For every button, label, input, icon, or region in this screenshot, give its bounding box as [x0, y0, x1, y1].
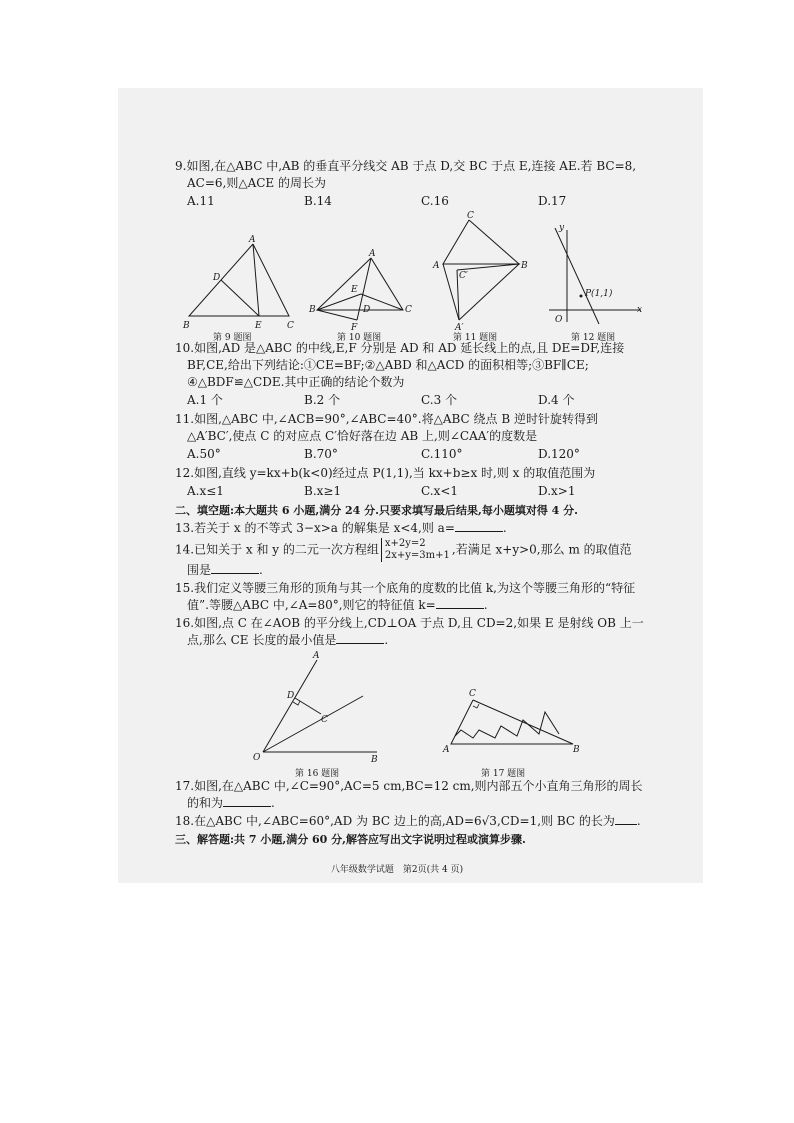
- q10-text-line3: ④△BDF≌△CDE.其中正确的结论个数为: [187, 375, 405, 389]
- q12-text-line1: 12.如图,直线 y=kx+b(k<0)经过点 P(1,1),当 kx+b≥x 时,则 x 的取值范围为: [175, 466, 596, 480]
- fig12-label-x: x: [637, 305, 643, 315]
- fig9-label-c: C: [287, 321, 294, 331]
- q11-text-line2: △A′BC′,使点 C 的对应点 C′恰好落在边 AB 上,则∠CAA′的度数是: [187, 429, 538, 443]
- fig10-label-f: F: [351, 323, 358, 333]
- question-9: [175, 158, 660, 210]
- q17-text-line2: 的和为: [187, 796, 224, 810]
- figure-9-caption: 第 9 题图: [213, 333, 252, 343]
- fig11-label-a-prime: A′: [455, 323, 464, 333]
- question-11: [175, 411, 660, 463]
- q9-option-a: A.11: [187, 194, 215, 208]
- question-12: [175, 465, 660, 500]
- q14-equation-2: 2x+y=3m+1: [384, 550, 450, 561]
- q12-option-d: D.x>1: [538, 484, 576, 498]
- fig17-label-a: A: [443, 745, 450, 755]
- q10-option-c: C.3 个: [421, 393, 458, 407]
- q15-text-line2: 值”.等腰△ABC 中,∠A=80°,则它的特征值 k=: [187, 598, 436, 612]
- fig11-label-c: C: [467, 211, 474, 221]
- q18-answer-blank: [615, 814, 637, 825]
- q9-option-d: D.17: [538, 194, 567, 208]
- fig12-label-p: P(1,1): [585, 289, 613, 299]
- exam-content: [175, 158, 660, 849]
- fig10-label-a: A: [369, 249, 376, 259]
- q13-text-end: .: [502, 521, 507, 535]
- q17-text-end: .: [271, 796, 275, 810]
- fig16-label-a: A: [313, 651, 320, 661]
- q13-answer-blank: [455, 521, 503, 532]
- section-3-heading: 三、解答题:共 7 小题,满分 60 分,解答应写出文字说明过程或演算步骤.: [175, 833, 526, 846]
- q14-equation-system: [381, 538, 450, 562]
- q9-text-line1: 9.如图,在△ABC 中,AB 的垂直平分线交 AB 于点 D,交 BC 于点 E,连接 AE.若 BC=8,: [175, 159, 637, 173]
- fig11-label-c-prime: C′: [459, 271, 468, 281]
- q12-option-c: C.x<1: [421, 484, 459, 498]
- q17-text-line1: 17.如图,在△ABC 中,∠C=90°,AC=5 cm,BC=12 cm,则内部五个小直角三角形的周长: [175, 779, 643, 793]
- figure-16: [253, 651, 379, 765]
- q10-option-a: A.1 个: [187, 393, 223, 407]
- fig9-label-b: B: [183, 321, 190, 331]
- question-10: [175, 340, 660, 409]
- fig16-label-b: B: [371, 755, 378, 765]
- figure-11: [433, 211, 528, 333]
- figure-10-caption: 第 10 题图: [337, 333, 382, 343]
- q18-text: 18.在△ABC 中,∠ABC=60°,AD 为 BC 边上的高,AD=6√3,CD=1,则 BC 的长为: [175, 814, 615, 828]
- fig16-label-d: D: [287, 691, 295, 701]
- q10-options: [187, 392, 660, 409]
- q14-text-4: .: [259, 563, 263, 577]
- fig16-label-o: O: [253, 753, 261, 763]
- fig17-label-b: B: [573, 745, 580, 755]
- question-17: [175, 778, 660, 812]
- question-14: [175, 538, 660, 579]
- q10-option-b: B.2 个: [304, 393, 341, 407]
- fig9-label-e: E: [255, 321, 262, 331]
- section-2-heading: 二、填空题:本大题共 6 小题,满分 24 分.只要求填写最后结果,每小题填对得 4 分.: [175, 504, 578, 517]
- fig9-label-d: D: [213, 273, 221, 283]
- q9-option-b: B.14: [304, 194, 332, 208]
- fig12-label-o: O: [555, 315, 563, 325]
- q16-answer-blank: [336, 633, 384, 644]
- q12-option-a: A.x≤1: [187, 484, 224, 498]
- q15-answer-blank: [436, 598, 484, 609]
- fig9-label-a: A: [249, 235, 256, 245]
- figure-17: [443, 689, 580, 755]
- q10-text-line2: BF,CE,给出下列结论:①CE=BF;②△ABD 和△ACD 的面积相等;③BF∥CE;: [187, 358, 589, 372]
- q16-text-end: .: [384, 633, 389, 647]
- q10-option-d: D.4 个: [538, 393, 575, 407]
- figure-12: [549, 223, 649, 326]
- q14-equation-1: x+2y=2: [384, 538, 426, 549]
- q12-option-b: B.x≥1: [304, 484, 342, 498]
- q12-options: [187, 483, 660, 500]
- figure-10: [309, 249, 412, 333]
- q9-option-c: C.16: [421, 194, 449, 208]
- q17-answer-blank: [223, 796, 271, 807]
- fig11-label-b: B: [521, 261, 528, 271]
- fig10-label-c: C: [405, 305, 412, 315]
- fig17-label-c: C: [469, 689, 476, 699]
- q11-option-b: B.70°: [304, 447, 338, 461]
- figure-12-caption: 第 12 题图: [571, 333, 616, 343]
- figure-9: [183, 235, 295, 331]
- fig10-label-e: E: [351, 285, 358, 295]
- q14-text-2: ,若满足 x+y>0,那么 m 的取值范: [451, 542, 632, 557]
- fig10-label-d: D: [363, 305, 371, 315]
- question-15: [175, 580, 660, 614]
- figures-row-1: [175, 211, 660, 343]
- figure-16-caption: 第 16 题图: [295, 769, 340, 779]
- fig16-label-c: C: [321, 715, 328, 725]
- q9-options: [187, 193, 660, 210]
- q11-option-a: A.50°: [187, 447, 221, 461]
- q16-text-line1: 16.如图,点 C 在∠AOB 的平分线上,CD⊥OA 于点 D,且 CD=2,如果 E 是射线 OB 上一: [175, 616, 644, 630]
- q14-text: 14.已知关于 x 和 y 的二元一次方程组: [175, 542, 379, 557]
- question-16: [175, 615, 660, 649]
- q18-text-end: .: [636, 814, 641, 828]
- fig12-label-y: y: [559, 223, 565, 233]
- question-18: [175, 813, 660, 830]
- q16-text-line2: 点,那么 CE 长度的最小值是: [187, 633, 337, 647]
- q15-text-end: .: [483, 598, 488, 612]
- q11-option-c: C.110°: [421, 447, 463, 461]
- fig11-label-a: A: [433, 261, 440, 271]
- q11-options: [187, 446, 660, 463]
- figures-row-2: [175, 650, 660, 778]
- q14-text-3: 围是: [187, 563, 212, 577]
- q10-text-line1: 10.如图,AD 是△ABC 的中线,E,F 分别是 AD 和 AD 延长线上的点,且 DE=DF,连接: [175, 341, 625, 355]
- q9-text-line2: AC=6,则△ACE 的周长为: [187, 176, 327, 190]
- q11-text-line1: 11.如图,△ABC 中,∠ACB=90°,∠ABC=40°.将△ABC 绕点 B 逆时针旋转得到: [175, 412, 598, 426]
- q11-option-d: D.120°: [538, 447, 580, 461]
- figure-17-caption: 第 17 题图: [481, 769, 526, 779]
- q15-text-line1: 15.我们定义等腰三角形的顶角与其一个底角的度数的比值 k,为这个等腰三角形的“特征: [175, 581, 636, 595]
- q13-text: 13.若关于 x 的不等式 3−x>a 的解集是 x<4,则 a=: [175, 521, 455, 535]
- question-13: [175, 520, 660, 537]
- page-footer: 八年级数学试题 第2页(共 4 页): [330, 865, 464, 875]
- figure-11-caption: 第 11 题图: [453, 333, 498, 343]
- fig10-label-b: B: [309, 305, 316, 315]
- q14-answer-blank: [211, 563, 259, 574]
